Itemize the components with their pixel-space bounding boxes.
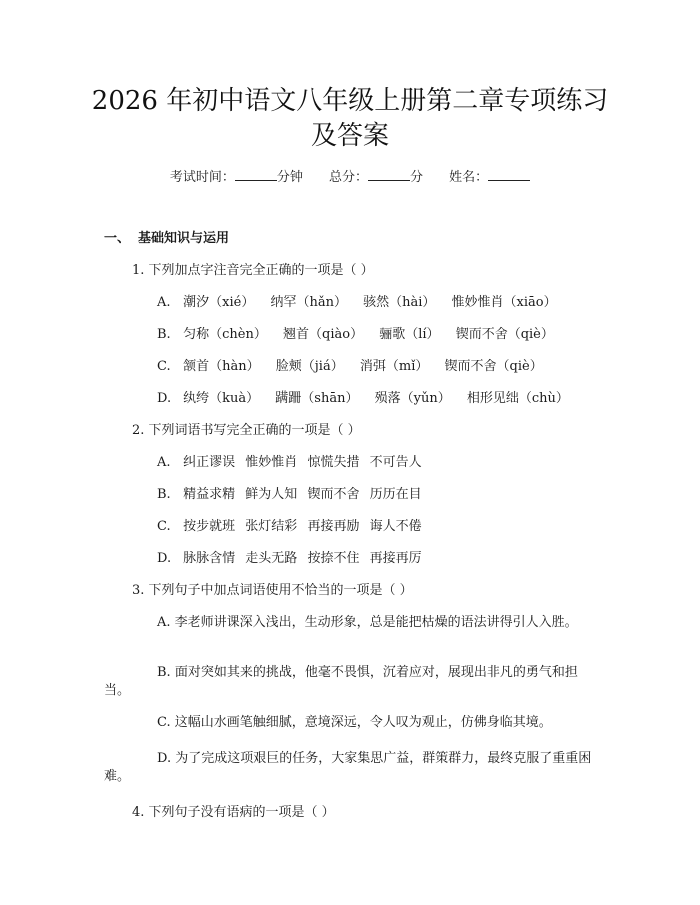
option-word: 诲人不倦 [369,519,422,534]
exam-time-unit: 分钟 [276,170,303,185]
q3-option-b: B. 面对突如其来的挑战，他毫不畏惧，沉着应对，展现出非凡的勇气和担当。 [104,665,578,698]
exam-info [0,168,700,187]
option-word: 鲜为人知 [245,487,298,502]
option-word: 再接再厉 [369,551,422,566]
option-word: 蹒跚（shān） [275,391,359,406]
option-word: 殒落（yǔn） [374,391,451,406]
exam-name-blank [488,168,530,181]
q1-option-c [157,358,555,376]
q3-option-c: C. 这幅山水画笔触细腻，意境深远，令人叹为观止，仿佛身临其境。 [157,715,552,730]
exam-score [329,168,423,187]
option-word: 走头无路 [245,551,298,566]
option-word: 锲而不舍（qiè） [444,359,543,374]
question-2-stem: 2. 下列词语书写完全正确的一项是（ ） [132,423,361,438]
q2-option-d [157,550,428,568]
q2-option-c [157,518,428,536]
option-word: 骊歌（lí） [379,327,440,342]
option-word: 惟妙惟肖 [245,455,298,470]
exam-score-blank [368,168,410,181]
option-word: 脸颊（jiá） [275,359,344,374]
option-word: 纠正谬误 [183,455,236,470]
q1-option-a [157,294,569,312]
option-label: B. [157,487,171,502]
option-label: C. [157,519,171,534]
option-word: 潮汐（xié） [183,295,255,310]
q3-option-d: D. 为了完成这项艰巨的任务，大家集思广益，群策群力，最终克服了重重困难。 [104,751,592,784]
option-word: 纨绔（kuà） [183,391,260,406]
question-4-stem: 4. 下列句子没有语病的一项是（ ） [132,805,335,820]
section-heading [104,230,229,248]
q3-option-a: A. 李老师讲课深入浅出，生动形象，总是能把枯燥的语法讲得引人入胜。 [157,615,578,630]
exam-score-unit: 分 [410,170,424,185]
option-word: 锲而不舍（qiè） [455,327,554,342]
q2-option-a [157,454,428,472]
option-word: 骇然（hài） [363,295,436,310]
exam-time [170,168,303,187]
option-word: 匀称（chèn） [183,327,267,342]
option-word: 锲而不舍 [307,487,360,502]
exam-name-label: 姓名： [449,170,489,185]
q1-option-d [157,390,581,408]
option-word: 精益求精 [183,487,236,502]
exam-time-label: 考试时间： [169,170,235,185]
option-word: 颔首（hàn） [183,359,260,374]
option-label: A. [157,455,171,470]
option-label: A. [157,295,171,310]
option-word: 惊慌失措 [307,455,360,470]
q2-option-b [157,486,428,504]
option-label: B. [157,327,171,342]
option-word: 翘首（qiào） [283,327,364,342]
exam-score-label: 总分： [328,170,368,185]
option-word: 按步就班 [183,519,236,534]
option-word: 按捺不住 [307,551,360,566]
option-word: 不可告人 [369,455,422,470]
option-word: 相形见绌（chù） [466,391,569,406]
section-number: 一、 [104,231,131,246]
question-1-stem: 1. 下列加点字注音完全正确的一项是（ ） [132,263,374,278]
document-title-line1: 2026 年初中语文八年级上册第二章专项练习 [91,86,609,116]
option-word: 惟妙惟肖（xiāo） [451,295,557,310]
option-word: 历历在目 [369,487,422,502]
question-3-stem: 3. 下列句子中加点词语使用不恰当的一项是（ ） [132,583,413,598]
q1-option-b [157,326,566,344]
option-word: 纳罕（hǎn） [270,295,347,310]
option-word: 再接再励 [307,519,360,534]
section-title: 基础知识与运用 [138,231,230,246]
option-word: 张灯结彩 [245,519,298,534]
document-title-line2: 及答案 [310,121,389,151]
option-label: D. [157,391,172,406]
option-word: 脉脉含情 [183,551,236,566]
exam-name [449,168,530,187]
option-word: 消弭（mǐ） [359,359,429,374]
option-label: D. [157,551,172,566]
option-label: C. [157,359,171,374]
exam-time-blank [235,168,277,181]
